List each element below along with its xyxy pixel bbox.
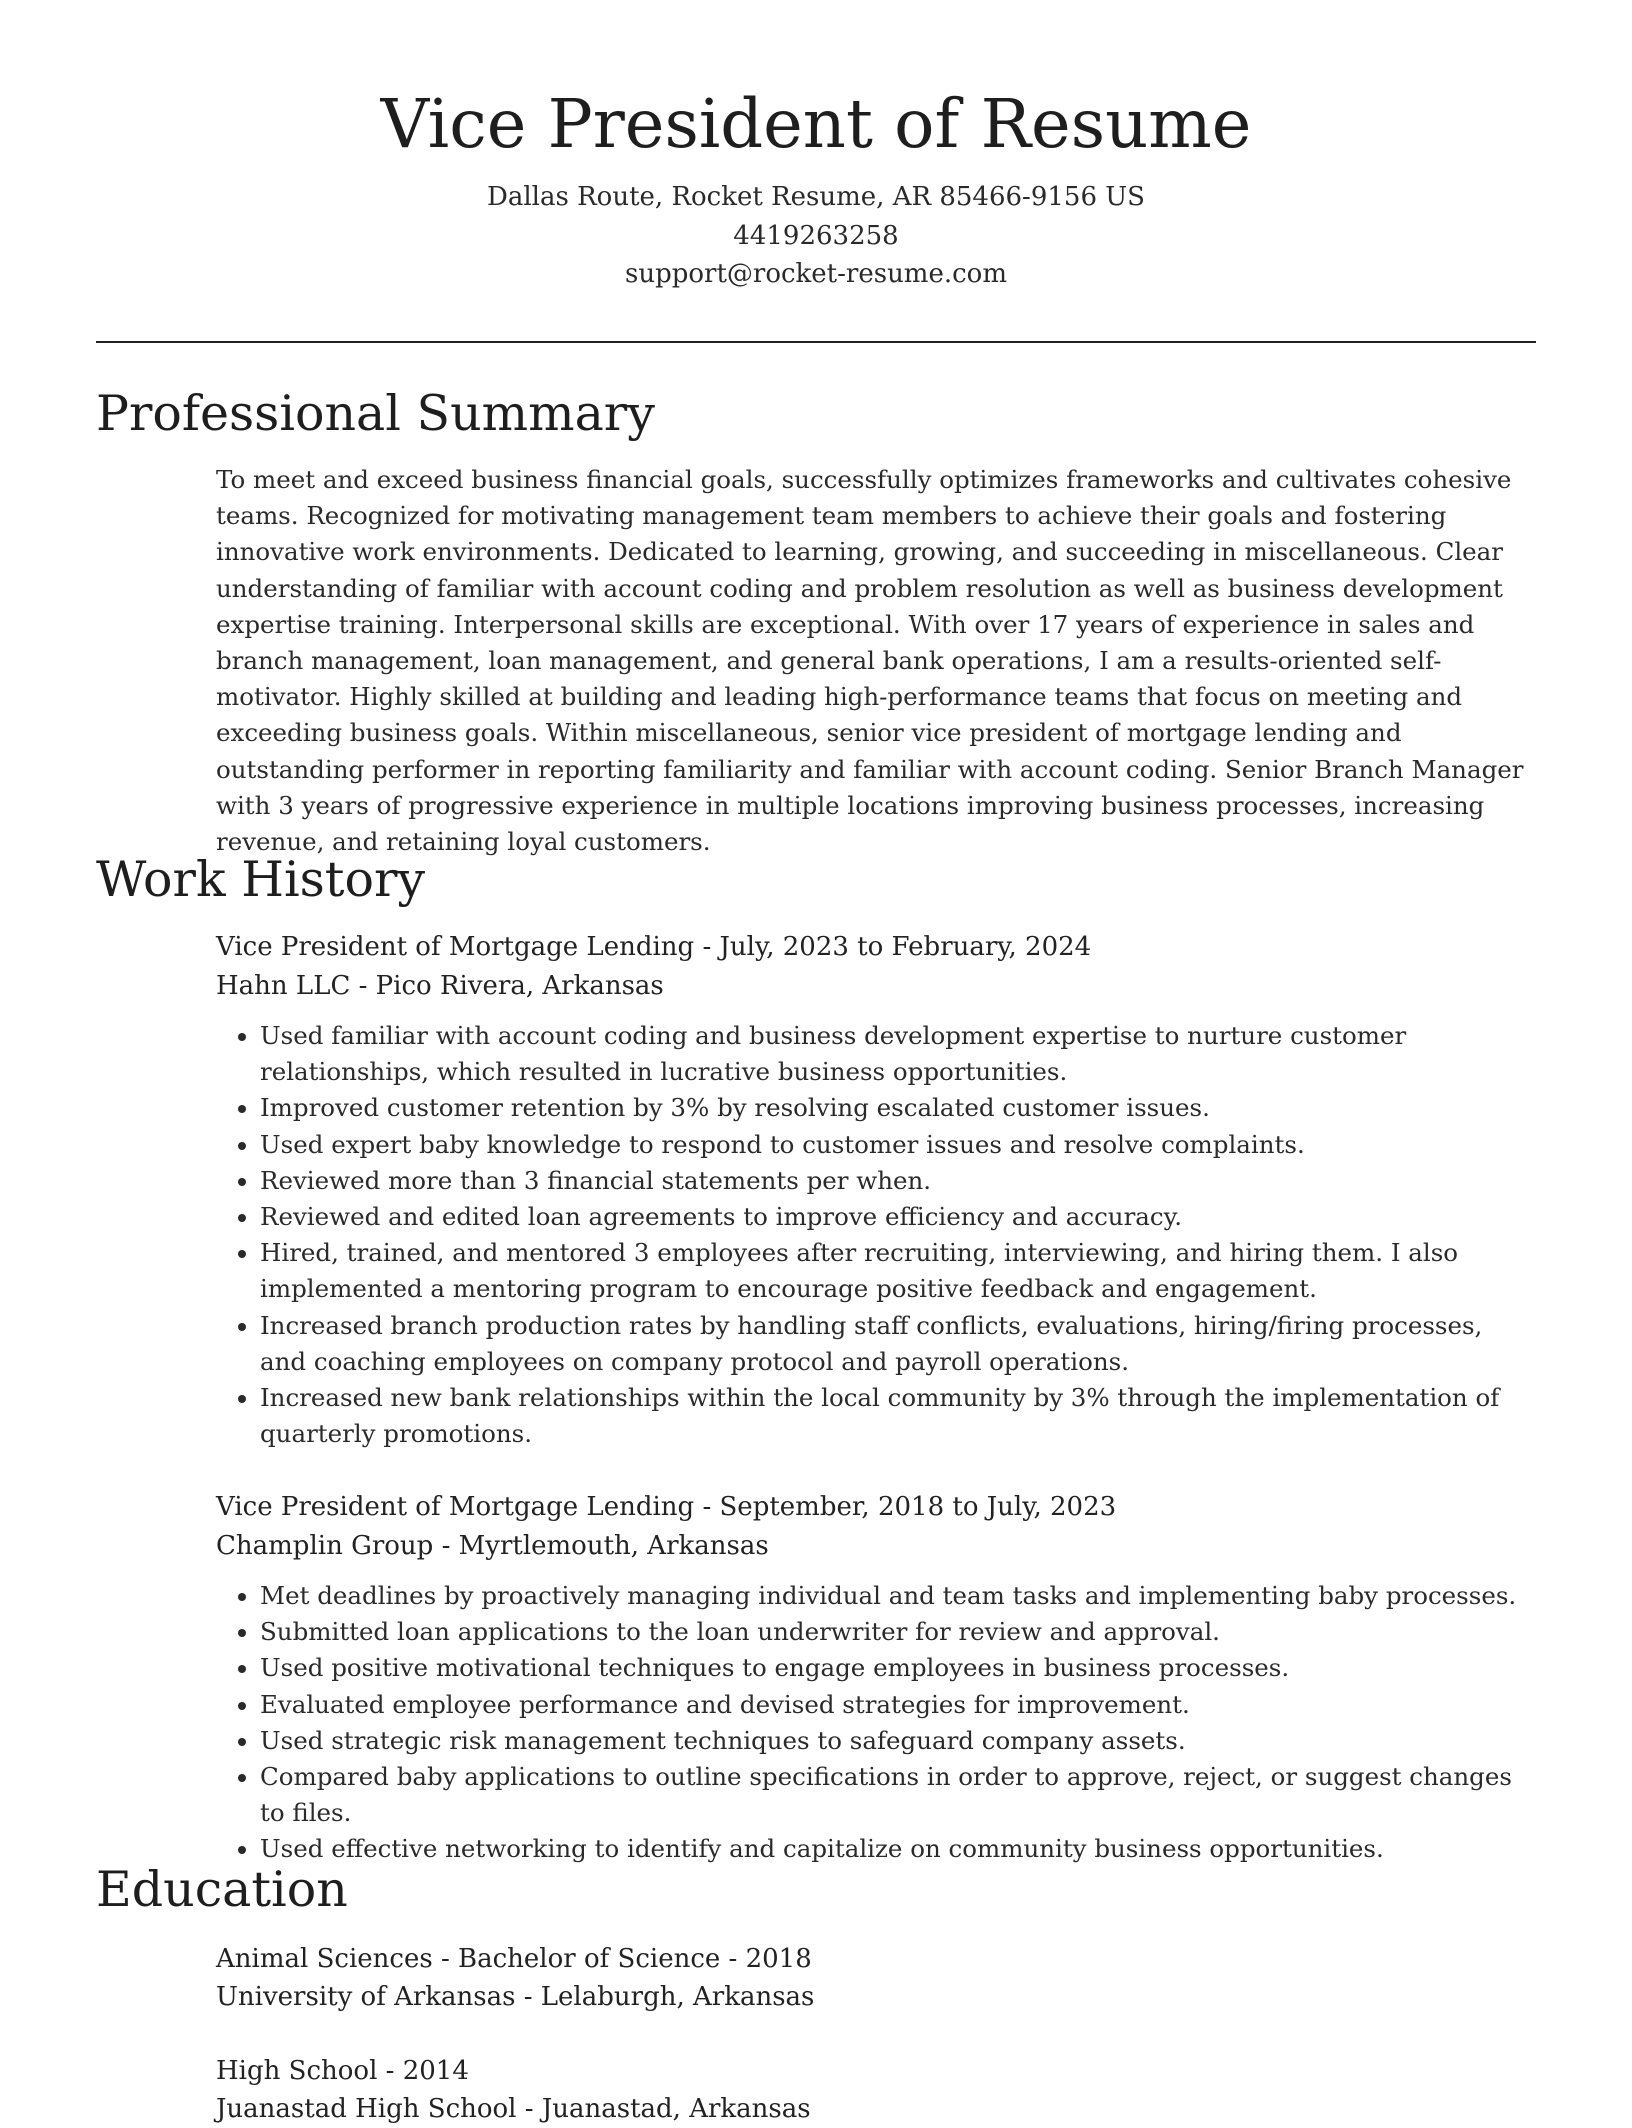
degree-line: Animal Sciences - Bachelor of Science - 2018: [216, 1944, 812, 1974]
job-entry: [216, 1488, 1536, 1868]
job-company-line: Champlin Group - Myrtlemouth, Arkansas: [216, 1531, 769, 1561]
list-item: • Used effective networking to identify and capitalize on community business opportunities.: [260, 1831, 1536, 1867]
list-item: • Increased new bank relationships within the local community by 3% through the implementation of quarterly promotions.: [260, 1380, 1536, 1452]
degree-line: High School - 2014: [216, 2056, 469, 2086]
list-item: • Used positive motivational techniques to engage employees in business processes.: [260, 1650, 1536, 1686]
education-entry: [216, 1940, 1536, 2016]
education-entry: [216, 2052, 1536, 2128]
summary-text: To meet and exceed business financial goals, successfully optimizes frameworks and cultivates cohesive teams. Recognized for motivating management team members to achieve their goals and fostering innovative work environments. Dedicated to learning, growing, and succeeding in miscellaneous. Clear understanding of familiar with account coding and problem resolution as well as business development expertise training. Interpersonal skills are exceptional. With over 17 years of experience in sales and branch management, loan management, and general bank operations, I am a results-oriented self-motivator. Highly skilled at building and leading high-performance teams that focus on meeting and exceeding business goals. Within miscellaneous, senior vice president of mortgage lending and outstanding performer in reporting familiarity and familiar with account coding. Senior Branch Manager with 3 years of progressive experience in multiple locations improving business processes, increasing revenue, and retaining loyal customers.: [216, 465, 1524, 857]
job-entry: [216, 928, 1536, 1452]
list-item: • Improved customer retention by 3% by resolving escalated customer issues.: [260, 1090, 1536, 1126]
list-item: • Increased branch production rates by handling staff conflicts, evaluations, hiring/firing processes, and coaching employees on company protocol and payroll operations.: [260, 1308, 1536, 1380]
list-item: • Hired, trained, and mentored 3 employees after recruiting, interviewing, and hiring them. I also implemented a mentoring program to encourage positive feedback and engagement.: [260, 1235, 1536, 1307]
job-company-line: Hahn LLC - Pico Rivera, Arkansas: [216, 971, 664, 1001]
list-item: • Met deadlines by proactively managing individual and team tasks and implementing baby processes.: [260, 1578, 1536, 1614]
list-item: • Reviewed more than 3 financial statements per when.: [260, 1163, 1536, 1199]
address: Dallas Route, Rocket Resume, AR 85466-9156 US: [487, 182, 1145, 212]
list-item: • Used familiar with account coding and business development expertise to nurture customer relationships, which resulted in lucrative business opportunities.: [260, 1018, 1536, 1090]
list-item: • Reviewed and edited loan agreements to improve efficiency and accuracy.: [260, 1199, 1536, 1235]
phone-number: 4419263258: [733, 220, 899, 251]
summary-section: [216, 462, 1536, 860]
job-title-line: Vice President of Mortgage Lending - July, 2023 to February, 2024: [216, 932, 1092, 962]
job-bullet-list: [216, 1018, 1536, 1452]
work-history-heading: Work History: [96, 851, 426, 908]
list-item: • Submitted loan applications to the loan underwriter for review and approval.: [260, 1614, 1536, 1650]
candidate-name: Vice President of Resume: [380, 85, 1252, 163]
list-item: • Compared baby applications to outline specifications in order to approve, reject, or suggest changes to files.: [260, 1759, 1536, 1831]
school-line: University of Arkansas - Lelaburgh, Arkansas: [216, 1982, 815, 2012]
email-address: support@rocket-resume.com: [624, 259, 1007, 289]
contact-info: [0, 178, 1632, 294]
list-item: • Used expert baby knowledge to respond to customer issues and resolve complaints.: [260, 1127, 1536, 1163]
resume-header: [0, 0, 1632, 294]
school-line: Juanastad High School - Juanastad, Arkansas: [216, 2094, 811, 2124]
job-title-line: Vice President of Mortgage Lending - September, 2018 to July, 2023: [216, 1492, 1117, 1522]
header-divider: [96, 341, 1536, 343]
summary-heading: Professional Summary: [96, 385, 655, 442]
job-bullet-list: [216, 1578, 1536, 1868]
education-heading: Education: [96, 1861, 348, 1918]
list-item: • Evaluated employee performance and devised strategies for improvement.: [260, 1687, 1536, 1723]
list-item: • Used strategic risk management techniques to safeguard company assets.: [260, 1723, 1536, 1759]
